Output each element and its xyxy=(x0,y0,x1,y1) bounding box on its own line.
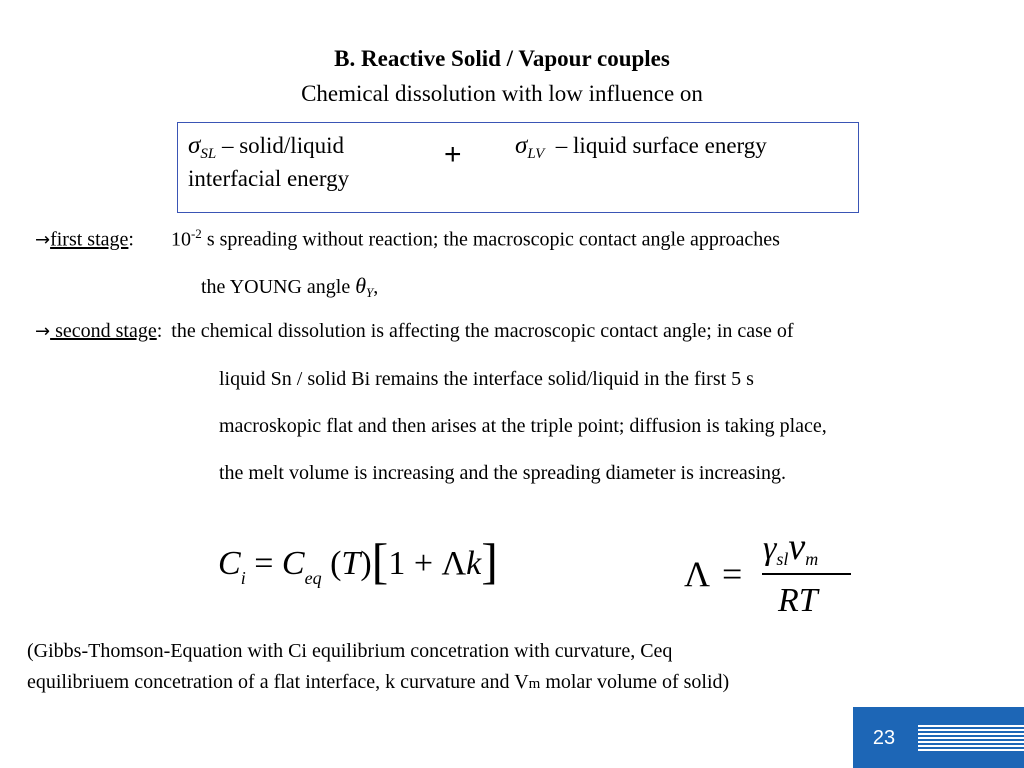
fraction-line xyxy=(762,573,851,575)
plus-sign: + xyxy=(444,138,462,171)
v-subscript: m xyxy=(805,549,819,569)
second-stage-label: second stage xyxy=(50,320,157,342)
formula-rbracket: ] xyxy=(481,533,498,589)
second-stage-colon: : xyxy=(156,320,163,342)
note-line-2 xyxy=(27,671,729,694)
arrow-icon: → xyxy=(35,321,51,342)
sigma-symbol: σ xyxy=(515,132,528,159)
first-stage-text: s spreading without reaction; the macroscopic contact angle approaches xyxy=(201,228,780,251)
formula-c-subscript: i xyxy=(240,568,246,588)
second-stage-line-2: liquid Sn / solid Bi remains the interface solid/liquid in the first 5 s xyxy=(219,368,754,390)
sigma-symbol: σ xyxy=(188,132,201,159)
second-stage-line-4: the melt volume is increasing and the spreading diameter is increasing. xyxy=(219,462,787,484)
sigma-lv-term xyxy=(515,132,767,160)
formula-c2-subscript: eq xyxy=(304,568,322,588)
lambda-equals: = xyxy=(722,554,743,594)
v-symbol: v xyxy=(788,526,806,568)
first-stage-line-1 xyxy=(35,226,780,252)
second-stage-line-3: macroskopic flat and then arises at the triple point; diffusion is taking place, xyxy=(219,415,827,437)
formula-lparen: ( xyxy=(330,545,342,582)
note-line-2-b: molar volume of solid) xyxy=(540,671,730,693)
gamma-subscript: sl xyxy=(776,549,789,569)
second-stage-line-1 xyxy=(35,320,793,343)
sigma-sl-desc-1: – solid/liquid xyxy=(216,133,344,158)
page-number: 23 xyxy=(872,727,896,749)
footer-bar xyxy=(853,707,1024,768)
theta-subscript: Y xyxy=(366,285,374,300)
slide-heading: B. Reactive Solid / Vapour couples xyxy=(334,46,670,71)
lambda-symbol: Λ xyxy=(684,554,711,594)
first-stage-label: first stage xyxy=(50,228,129,251)
formula-one: 1 xyxy=(388,545,406,582)
ten-base: 10 xyxy=(170,228,191,251)
formula-plus: + xyxy=(413,545,433,582)
sigma-lv-subscript: LV xyxy=(527,146,545,162)
sigma-lv-desc: – liquid surface energy xyxy=(544,133,767,158)
formula-c: C xyxy=(218,545,241,582)
first-stage-colon: : xyxy=(128,228,134,251)
formula-lambda: Λ xyxy=(441,545,467,582)
formula-lbracket: [ xyxy=(371,533,389,589)
note-line-1: (Gibbs-Thomson-Equation with Ci equilibrium concetration with curvature, Ceq xyxy=(27,640,673,662)
note-line-2-a: equilibriuem concetration of a flat interface, k curvature and V xyxy=(27,671,529,693)
formula-k: k xyxy=(466,545,482,582)
first-stage-line-2 xyxy=(201,273,378,299)
sigma-sl-subscript: SL xyxy=(200,146,217,162)
formula-c2: C xyxy=(281,545,305,582)
formula-equals: = xyxy=(254,545,274,582)
ten-exponent: -2 xyxy=(190,226,202,241)
formula-rparen: ) xyxy=(360,545,372,582)
formula-t: T xyxy=(341,545,361,582)
second-stage-text-1: the chemical dissolution is affecting the macroscopic contact angle; in case of xyxy=(171,320,794,342)
slide-subheading: Chemical dissolution with low influence on xyxy=(301,81,703,106)
sigma-sl-term xyxy=(188,132,344,160)
young-angle-suffix: , xyxy=(373,276,379,298)
gibbs-thomson-formula xyxy=(218,533,498,589)
fraction-numerator xyxy=(763,525,818,569)
sigma-sl-desc-2: interfacial energy xyxy=(188,166,350,191)
gamma-symbol: γ xyxy=(763,530,777,567)
stripes-logo xyxy=(918,725,1024,751)
young-angle-prefix: the YOUNG angle xyxy=(201,276,356,298)
note-vm-subscript: m xyxy=(528,676,541,692)
arrow-icon: → xyxy=(35,229,51,251)
theta-symbol: θ xyxy=(355,273,367,298)
fraction-denominator: RT xyxy=(778,582,818,619)
